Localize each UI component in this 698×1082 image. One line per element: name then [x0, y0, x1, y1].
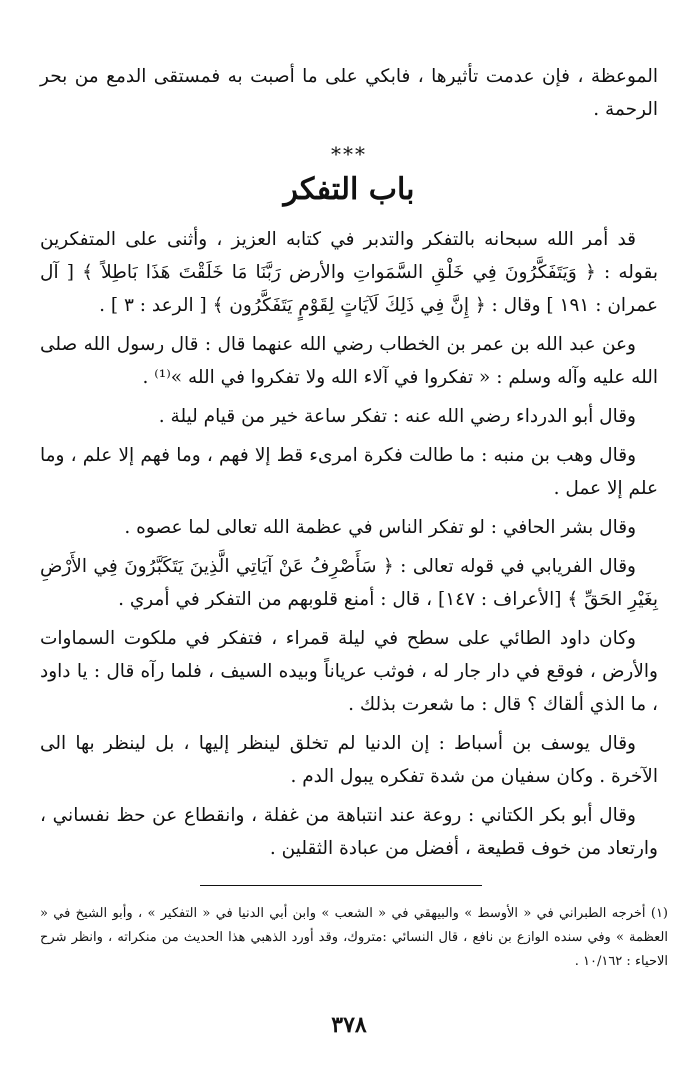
paragraph-6: وقال الفريابي في قوله تعالى : ﴿ سَأَصْرِفُ عَنْ آيَاتِي الَّذِينَ يَتَكَبَّرُونَ فِي الأَرْضِ بِغَيْرِ الحَقِّ ﴾ [الأعراف : ١٤٧] ، قال : أمنع قلوبهم من التفكر في أمري .: [40, 556, 658, 610]
chapter-title: باب التفكر: [283, 172, 415, 207]
paragraph-8: وقال يوسف بن أسباط : إن الدنيا لم تخلق لينظر إليها ، بل لينظر بها الى الآخرة . وكان سفيان من شدة تفكره يبول الدم .: [40, 733, 658, 787]
paragraph-7: وكان داود الطائي على سطح في ليلة قمراء ، فتفكر في ملكوت السماوات والأرض ، فوقع في دار جار له ، فوثب عرياناً وبيده السيف ، فلما رآه قال : يا داود ، ما الذي ألقاك ؟ قال : ما شعرت بذلك .: [40, 628, 658, 715]
paragraph-1: قد أمر الله سبحانه بالتفكر والتدبر في كتابه العزيز ، وأثنى على المتفكرين بقوله : ﴿ وَيَتَفَكَّرُونَ فِي خَلْقِ السَّمَواتِ والأرض رَبَّنَا مَا خَلَقْتَ هَذَا بَاطِلاً ﴾ [ آل عمران : ١٩١ ] وقال : ﴿ إِنَّ فِي ذَلِكَ لَآيَاتٍ لِقَوْمٍ يَتَفَكَّرُون ﴾ [ الرعد : ٣ ] .: [40, 229, 658, 316]
chapter-body: [40, 223, 658, 865]
intro-paragraph: الموعظة ، فإن عدمت تأثيرها ، فابكي على ما أصبت به فمستقى الدمع من بحر الرحمة .: [40, 66, 658, 120]
page-number: ٣٧٨: [331, 1012, 367, 1038]
footnote-divider: [200, 885, 482, 886]
paragraph-4: وقال وهب بن منبه : ما طالت فكرة امرىء قط إلا فهم ، وما فهم إلا علم ، وما علم إلا عمل .: [40, 445, 658, 499]
paragraph-2: وعن عبد الله بن عمر بن الخطاب رضي الله عنهما قال : قال رسول الله صلى الله عليه وآله وسلم : « تفكروا في آلاء الله ولا تفكروا في الله »⁽¹⁾ .: [40, 334, 658, 388]
footnote: (١) أخرجه الطبراني في « الأوسط » والبيهقي في « الشعب » وابن أبي الدنيا في « التفكير » ، وأبو الشيخ في « العظمة » وفي سنده الوازع بن نافع ، قال النسائي :متروك، وقد أورد الذهبي هذا الحديث من منكراته ، وانظر شرح الاحياء : ١٠/١٦٢ .: [40, 906, 668, 969]
section-separator: ***: [331, 142, 367, 166]
paragraph-3: وقال أبو الدرداء رضي الله عنه : تفكر ساعة خير من قيام ليلة .: [158, 406, 636, 427]
paragraph-9: وقال أبو بكر الكتاني : روعة عند انتباهة من غفلة ، وانقطاع عن حظ نفساني ، وارتعاد من خوف قطيعة ، أفضل من عبادة الثقلين .: [40, 805, 658, 859]
paragraph-5: وقال بشر الحافي : لو تفكر الناس في عظمة الله تعالى لما عصوه .: [124, 517, 636, 538]
